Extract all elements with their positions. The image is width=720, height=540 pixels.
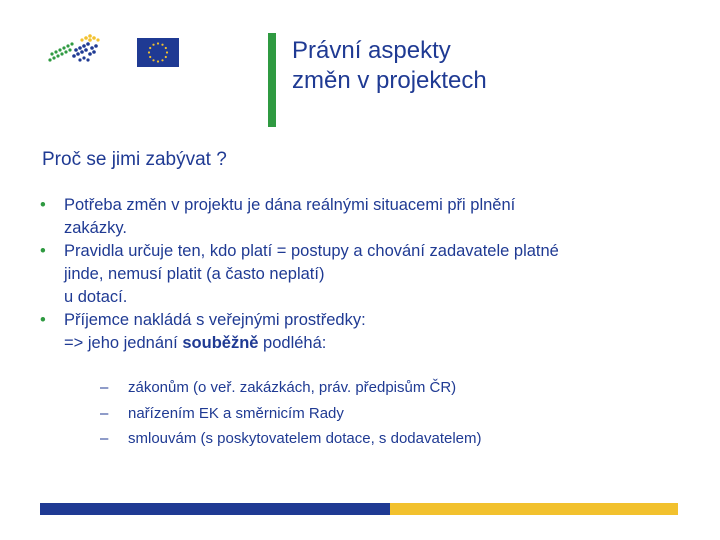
- bullet-item: [40, 309, 690, 355]
- footer-bar-yellow: [390, 503, 678, 515]
- bullet-text-line: jinde, nemusí platit (a často neplatí): [64, 265, 325, 283]
- sub-marker: –: [100, 404, 109, 422]
- bullet-text-emphasis: souběžně: [182, 334, 259, 352]
- sub-item-text: nařízením EK a směrnicím Rady: [128, 404, 344, 422]
- sub-item-text: smlouvám (s poskytovatelem dotace, s dodavatelem): [128, 430, 482, 447]
- bullet-text-prefix: => jeho jednání: [64, 334, 183, 352]
- section-heading: Proč se jimi zabývat ?: [42, 149, 227, 170]
- page-title-line1: Právní aspekty: [292, 37, 451, 64]
- sub-item: [100, 401, 680, 427]
- bullet-text-line: zakázky.: [64, 219, 127, 237]
- sub-marker: –: [100, 379, 109, 396]
- eu-flag-icon: [137, 38, 179, 67]
- ops-logo-icon: [40, 30, 104, 70]
- bullet-text-line: Pravidla určuje ten, kdo platí = postupy a chování zadavatele platné: [64, 242, 559, 260]
- sub-item-text: zákonům (o veř. zakázkách, práv. předpisům ČR): [128, 379, 457, 396]
- bullet-text-line: Potřeba změn v projektu je dána reálnými situacemi při plnění: [64, 196, 516, 214]
- bullet-item: [40, 240, 690, 309]
- bullet-marker: •: [40, 196, 46, 214]
- bullet-list: [40, 194, 690, 355]
- title-accent-bar: [268, 33, 276, 127]
- sub-marker: –: [100, 430, 109, 447]
- sub-item: [100, 375, 680, 401]
- bullet-marker: •: [40, 311, 46, 329]
- bullet-text-line: u dotací.: [64, 288, 128, 306]
- bullet-marker: •: [40, 242, 46, 260]
- bullet-text-line: [64, 332, 690, 355]
- bullet-text-suffix: podléhá:: [258, 334, 327, 352]
- footer-bar-blue: [40, 503, 390, 515]
- page-title-line2: změn v projektech: [292, 67, 487, 94]
- bullet-item: [40, 194, 690, 240]
- sub-list: [100, 375, 680, 452]
- page-title: [292, 36, 692, 96]
- sub-item: [100, 426, 680, 452]
- bullet-text-line: Příjemce nakládá s veřejnými prostředky:: [64, 311, 366, 329]
